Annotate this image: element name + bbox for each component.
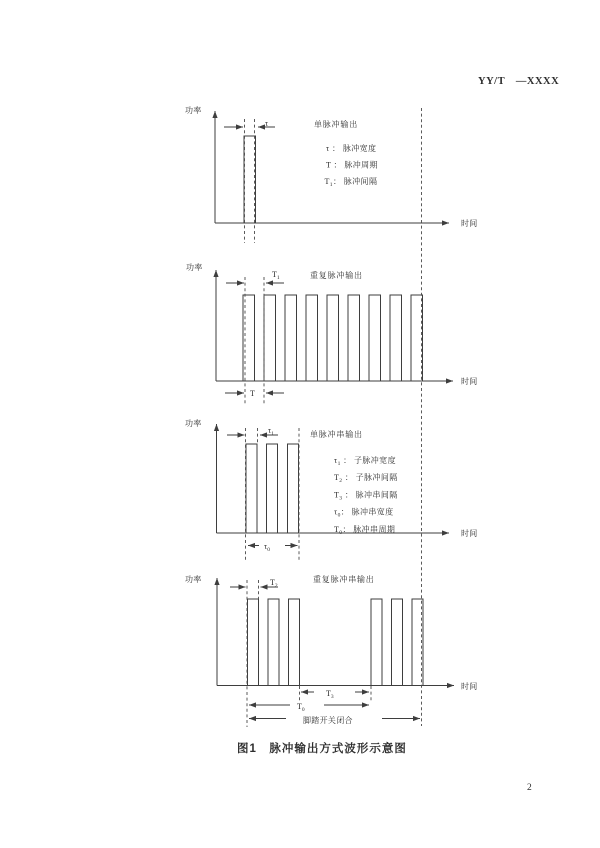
- legend-line: [325, 176, 378, 188]
- legend-symbol: τ: [334, 507, 338, 517]
- pulse-rect: [267, 444, 278, 533]
- period-marker-label: T: [250, 389, 255, 398]
- pulse-rect: [327, 295, 339, 381]
- diagram-single-pulse: [185, 105, 478, 243]
- page-number: 2: [527, 783, 532, 793]
- marker-subscript: 2: [274, 583, 278, 589]
- legend: [334, 455, 398, 536]
- legend-subscript: 1: [337, 461, 341, 467]
- y-axis-label: 功率: [185, 106, 202, 115]
- train-period-label: [297, 702, 305, 713]
- legend-symbol: T: [324, 177, 330, 186]
- x-axis-label: 时间: [461, 682, 478, 691]
- pulse-train-group-2: [371, 599, 423, 686]
- diagram-repeated-pulse: [186, 262, 478, 405]
- pulse-rect: [268, 599, 279, 686]
- width-marker-label: τ: [265, 119, 269, 128]
- marker-subscript: 0: [267, 547, 270, 553]
- legend-line: [334, 507, 394, 519]
- pulse-rect: [390, 295, 402, 381]
- diagram-title: 重复脉冲输出: [310, 271, 363, 280]
- pulse-rect: [248, 599, 259, 686]
- marker-symbol: τ: [264, 542, 268, 551]
- pulse-rect: [411, 295, 423, 381]
- x-axis-label: 时间: [461, 219, 478, 228]
- legend-desc: ： 脉冲串周期: [342, 525, 396, 534]
- legend-desc: ： 子脉冲间隔: [342, 473, 398, 482]
- legend-desc: ： 脉冲串宽度: [340, 507, 394, 517]
- pulse-train-group-1: [248, 599, 300, 686]
- train-width-label: [264, 542, 270, 553]
- pulse-rect: [369, 295, 381, 381]
- marker-symbol: τ: [268, 426, 272, 435]
- marker-subscript: 1: [271, 431, 274, 437]
- legend-subscript: 2: [339, 478, 343, 484]
- diagram-title: 单脉冲串输出: [310, 430, 363, 439]
- x-axis-label: 时间: [461, 377, 478, 386]
- legend-line: [326, 143, 376, 153]
- pulse-rect: [392, 599, 403, 686]
- marker-subscript: 0: [301, 707, 305, 713]
- legend-line: [334, 455, 396, 467]
- legend-symbol: τ: [334, 456, 338, 465]
- pulse-rect: [285, 295, 297, 381]
- y-axis-label: 功率: [185, 575, 202, 584]
- figure-caption: 图1 脉冲输出方式波形示意图: [237, 743, 407, 755]
- legend-symbol: τ: [326, 144, 330, 153]
- legend-desc: ： 脉冲周期: [331, 160, 378, 170]
- legend-line: [326, 160, 378, 170]
- footswitch-label: 脚踏开关闭合: [303, 716, 353, 725]
- diagram-repeated-pulse-train: [185, 574, 478, 727]
- y-axis-label: 功率: [185, 419, 202, 428]
- legend-symbol: T: [326, 160, 332, 170]
- pulse-rect: [289, 599, 300, 686]
- legend-desc: ： 脉冲宽度: [329, 144, 377, 153]
- legend-line: [334, 472, 398, 484]
- marker-subscript: 1: [276, 275, 280, 281]
- y-axis-label: 功率: [186, 263, 203, 272]
- legend-symbol: T: [334, 490, 340, 500]
- legend: [325, 143, 378, 188]
- diagram-title: 单脉冲输出: [314, 120, 358, 129]
- legend-line: [334, 490, 398, 502]
- marker-symbol: T: [270, 578, 275, 587]
- pulse-rect: [288, 444, 299, 533]
- pulse-rect: [371, 599, 382, 686]
- diagram-title: 重复脉冲串输出: [313, 575, 375, 584]
- legend-desc: ： 脉冲串间隔: [342, 490, 398, 500]
- train-interval-label: [326, 689, 334, 700]
- x-axis-label: 时间: [461, 529, 478, 538]
- interval-marker-label: [272, 270, 280, 281]
- marker-symbol: T: [272, 270, 277, 279]
- pulse-rect: [264, 295, 276, 381]
- legend-symbol: T: [334, 525, 340, 534]
- pulse-train: [243, 295, 423, 381]
- marker-subscript: 3: [330, 694, 334, 700]
- doc-code-header: YY/T —XXXX: [478, 76, 560, 87]
- legend-desc: ： 子脉冲宽度: [340, 456, 396, 465]
- pulse-rect: [246, 444, 257, 533]
- pulse-rect: [348, 295, 360, 381]
- pulse-rect: [306, 295, 318, 381]
- legend-subscript: 0: [337, 512, 341, 519]
- legend-desc: ： 脉冲间隔: [332, 177, 378, 186]
- legend-symbol: T: [334, 473, 340, 482]
- pulse-train: [246, 444, 299, 533]
- marker-symbol: T: [326, 689, 331, 698]
- marker-symbol: T: [297, 702, 302, 711]
- legend-line: [334, 524, 395, 536]
- legend-subscript: 1: [329, 182, 333, 188]
- diagram-single-pulse-train: [185, 418, 478, 562]
- pulse-rect: [244, 136, 256, 223]
- legend-subscript: 0: [339, 530, 343, 536]
- legend-subscript: 3: [339, 495, 343, 502]
